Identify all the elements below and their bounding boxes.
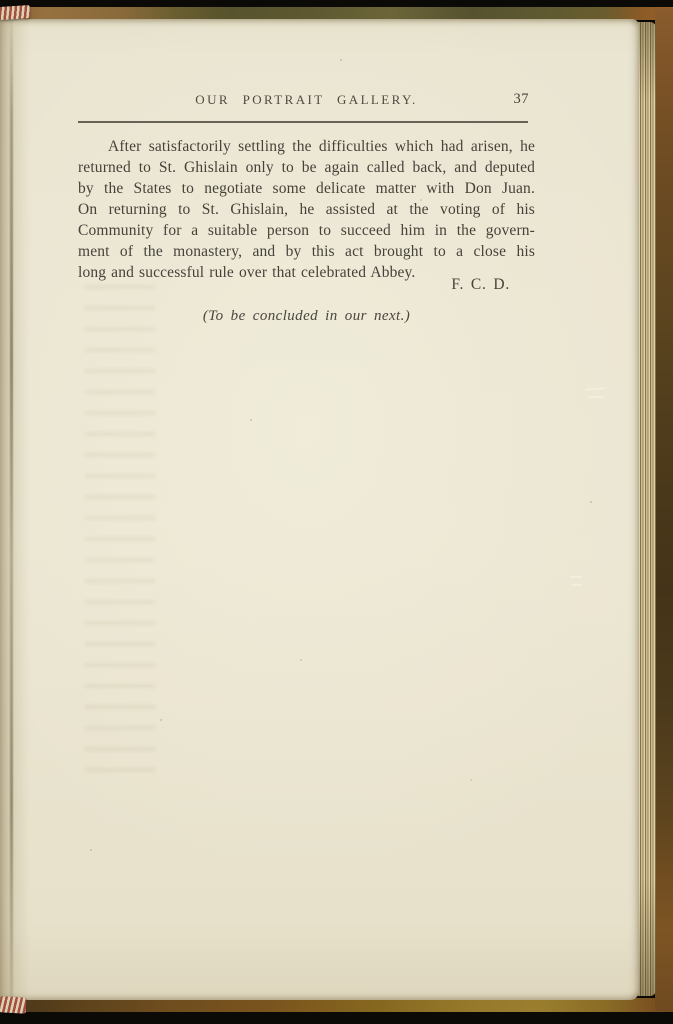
header-rule xyxy=(78,121,528,123)
stacked-page-edges xyxy=(636,22,656,996)
paragraph-line: ment of the monastery, and by this act brought to a close his xyxy=(78,243,535,260)
book-right-leather-cover xyxy=(655,8,673,1011)
paragraph-line: Community for a suitable person to succeed him in the govern- xyxy=(78,222,535,239)
author-initials-signature: F. C. D. xyxy=(451,276,510,293)
gutter-crease-line xyxy=(10,19,13,1000)
paragraph-line: long and successful rule over that celebrated Abbey. xyxy=(78,264,416,281)
paragraph-line: returned to St. Ghislain only to be again called back, and deputed xyxy=(78,159,535,176)
paragraph-line: by the States to negotiate some delicate matter with Don Juan. xyxy=(78,180,535,197)
show-through-texture xyxy=(85,285,155,775)
paragraph-line: On returning to St. Ghislain, he assisted at the voting of his xyxy=(78,201,535,218)
paper-scratch-mark xyxy=(585,387,605,390)
gutter-shadow xyxy=(0,19,30,1000)
paper-scratch-mark xyxy=(572,584,582,586)
body-paragraph xyxy=(78,136,535,283)
headband-bottom xyxy=(0,996,26,1013)
book-bottom-cover-edge xyxy=(0,998,673,1012)
continuation-note: (To be concluded in our next.) xyxy=(202,308,411,324)
book-page xyxy=(0,19,639,1000)
page-number: 37 xyxy=(513,91,529,107)
paragraph-line: After satisfactorily settling the difficulties which had arisen, he xyxy=(108,138,535,155)
paper-scratch-mark xyxy=(570,576,582,578)
headband-top xyxy=(0,5,30,20)
running-head-title: OUR PORTRAIT GALLERY. xyxy=(195,92,418,107)
paper-scratch-mark xyxy=(588,396,604,399)
